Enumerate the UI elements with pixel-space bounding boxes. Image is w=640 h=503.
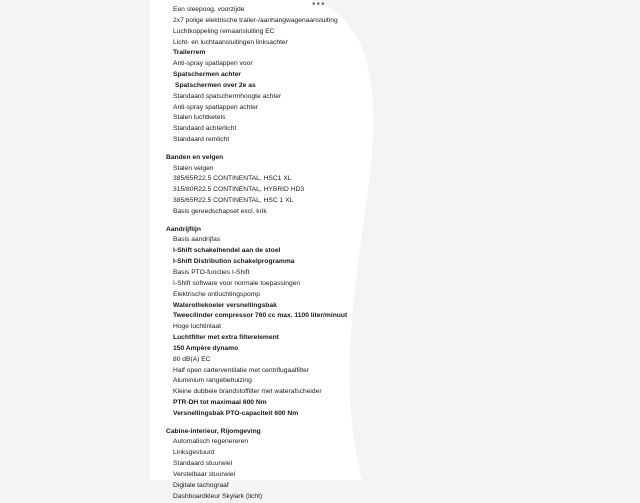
spec-section — [166, 5, 386, 146]
spec-section — [166, 218, 386, 420]
spec-item: 80 dB(A) EC — [173, 355, 211, 363]
spec-document — [166, 5, 386, 503]
spec-item: Tweecilinder compressor 760 cc max. 1100 liter/minuut — [173, 312, 348, 320]
section-gap — [166, 146, 386, 152]
spec-item: I-Shift software voor normale toepassingen — [173, 279, 301, 287]
spec-item: Automatisch regenereren — [173, 438, 249, 446]
spec-item: 315/80R22.5 CONTINENTAL, HYBRID HD3 — [173, 186, 305, 194]
spec-item: Anti-spray spatlappen voor — [173, 60, 253, 68]
spec-item: Digitale tachograaf — [173, 481, 229, 489]
spec-item: Linksgestuurd — [173, 449, 215, 457]
spec-item: Half open carterventilatie met centrifugaalfilter — [173, 366, 310, 374]
spec-item: Anti-spray spatlappen achter — [173, 103, 259, 111]
section-gap — [166, 420, 386, 426]
spec-item: I-Shift Distribution schakelprogramma — [173, 258, 295, 266]
spec-section — [166, 146, 386, 218]
spec-item: I-Shift schakelhendel aan de stoel — [173, 247, 281, 255]
spec-item: Basis aandrijfas — [173, 236, 221, 244]
spec-item: Trailerrem — [173, 49, 206, 57]
spec-item: Dashboardkleur Skylark (licht) — [173, 492, 263, 500]
spec-item: 385/65R22.5 CONTINENTAL, HSC 1 XL — [173, 197, 294, 205]
spec-item: Basis PTO-functies I-Shift — [173, 269, 250, 276]
spec-item: Hoge luchtinlaat — [173, 323, 221, 331]
section-heading: Cabine-interieur, Rijomgeving — [166, 427, 261, 435]
spec-item: Verstelbaar stuurwiel — [173, 470, 236, 478]
section-heading: Aandrijflijn — [166, 225, 201, 233]
spec-item: Luchtkoppeling remaansluiting EC — [173, 27, 275, 35]
spec-item: Standaard spatschermhoogte achter — [173, 92, 282, 100]
spec-item: Basis gereedschapset excl. krik — [173, 207, 267, 215]
spec-item: Kleine dubbele brandstoffilter met waterafscheider — [173, 388, 322, 396]
spec-item: PTR-DH tot maximaal 600 Nm — [173, 399, 267, 407]
spec-item: Waterolliekoeler versnellingsbak — [173, 301, 277, 309]
spec-item: 385/65R22.5 CONTINENTAL, HSC1 XL — [173, 175, 292, 183]
spec-item: Licht- en luchtaansluitingen linksachter — [173, 38, 288, 46]
spec-section — [166, 420, 386, 503]
spec-item: Stalen velgen — [173, 164, 214, 172]
spec-item: Aluminium rangebehuizing — [173, 377, 252, 385]
section-gap — [166, 218, 386, 224]
spec-item: Versnellingsbak PTO-capaciteit 600 Nm — [173, 409, 299, 417]
more-options-indicator: ••• — [312, 0, 326, 10]
section-heading: Banden en velgen — [166, 153, 224, 161]
spec-item: 2x7 polige elektrische trailer-/aanhangwagenaansluiting — [173, 16, 338, 24]
spec-item: Luchtfilter met extra filterelement — [173, 334, 279, 342]
spec-item: Spatschermen achter — [173, 71, 242, 79]
spec-item: 150 Ampère dynamo — [173, 344, 239, 352]
spec-item: Stalen luchtketels — [173, 114, 226, 122]
spec-item: Een sleepoog, voorzijde — [173, 6, 245, 13]
spec-item: Spatschermen over 2e as — [175, 81, 256, 89]
spec-item: Elektrische ontluchtingspomp — [173, 290, 260, 298]
spec-item: Standaard remlicht — [173, 136, 230, 144]
spec-item: Standaard achterlicht — [173, 125, 237, 133]
spec-item: Standaard stuurwiel — [173, 460, 233, 468]
